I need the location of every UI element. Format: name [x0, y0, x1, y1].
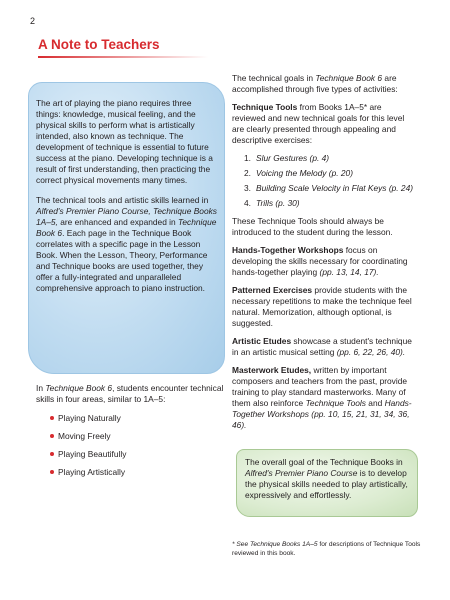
- intro-text: [36, 98, 218, 303]
- overall-goal-text: The overall goal of the Technique Books in Alfred's Premier Piano Course is to develop the physical skills needed to play artistically, expressively and effortlessly.: [245, 457, 408, 500]
- list-item: 3. Building Scale Velocity in Flat Keys (p. 24): [244, 183, 414, 193]
- technique-tools-list: [232, 153, 417, 209]
- list-item: Playing Artistically: [50, 467, 226, 478]
- skill-areas-intro: In Technique Book 6, students encounter technical skills in four areas, similar to 1A–5:: [36, 383, 224, 404]
- list-item: 4. Trills (p. 30): [244, 198, 300, 208]
- list-item: Playing Naturally: [50, 413, 226, 424]
- skill-area-list: [36, 413, 226, 478]
- footnote: * See Technique Books 1A–5 for descriptions of Technique Tools reviewed in this book.: [232, 541, 421, 557]
- goals-intro: The technical goals in Technique Book 6 are accomplished through five types of activities:: [232, 73, 398, 94]
- technique-tools-note: These Technique Tools should always be introduced to the student during the lesson.: [232, 216, 393, 237]
- technique-tools-paragraph: Technique Tools from Books 1A–5* are reviewed and new technical goals for this level are clearly presented through appealing and descriptive exercises:: [232, 102, 405, 145]
- intro-paragraph-2: The technical tools and artistic skills learned in Alfred's Premier Piano Course, Technique Books 1A–5, are enhanced and expanded in Technique Book 6. Each page in the Technique Book correlates with a specific page in the Lesson Book. When the Lesson, Theory, Performance and Technique books are used together, they offer a fully-integrated and unparalleled comprehensive approach to piano instruction.: [36, 195, 217, 293]
- artistic-etudes-paragraph: Artistic Etudes showcase a student's technique in an artistic musical setting (pp. 6, 22, 26, 40).: [232, 336, 412, 357]
- patterned-exercises-paragraph: Patterned Exercises provide students with the necessary repetitions to make the technique feel natural. Memorization, although optional, is suggested.: [232, 285, 412, 328]
- list-item: 1. Slur Gestures (p. 4): [244, 153, 330, 163]
- skill-areas: [36, 383, 226, 485]
- technical-goals: [232, 73, 417, 438]
- list-item: Moving Freely: [50, 431, 226, 442]
- page-number: 2: [30, 16, 36, 26]
- masterwork-etudes-paragraph: Masterwork Etudes, written by important composers and teachers from the past, provide training to play standard masterworks. Many of them also reinforce Technique Tools and Hands-Together Workshops (pp. 10, 15, 21, 31, 34, 36, 46).: [232, 365, 412, 430]
- list-item: Playing Beautifully: [50, 449, 226, 460]
- intro-paragraph-1: The art of playing the piano requires three things: knowledge, musical feeling, and the physical skills to perform what is artistically intended, also known as technique. The development of technique is essential to future success at the piano. Developing technique is a result of first understanding, then practicing the correct physical movements many times.: [36, 98, 213, 185]
- title-underline: [38, 56, 208, 58]
- list-item: 2. Voicing the Melody (p. 20): [244, 168, 353, 178]
- hands-together-paragraph: Hands-Together Workshops focus on developing the skills necessary for coordinating hands-together playing (pp. 13, 14, 17).: [232, 245, 408, 277]
- page-title: A Note to Teachers: [38, 37, 160, 52]
